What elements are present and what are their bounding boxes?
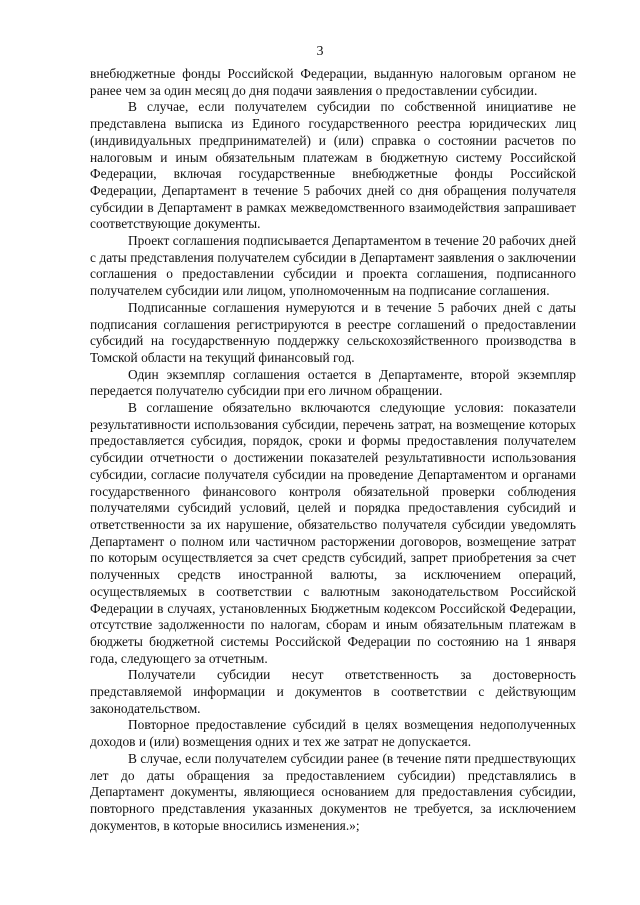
paragraph-2: В случае, если получателем субсидии по собственной инициативе не представлена выписка из Единого государственного реестра юридических лиц (индивидуальных предпринимателей) и (или) справка о состоянии расчетов по налоговым и иным обязательным платежам в бюджетную систему Российской Федерации, включая государственные внебюджетные фонды Российской Федерации, Департамент в течение 5 рабочих дней со дня обращения получателя субсидии в Департамент в рамках межведомственного взаимодействия запрашивает соответствующие документы. [90, 99, 576, 232]
paragraph-3: Проект соглашения подписывается Департаментом в течение 20 рабочих дней с даты представления получателем субсидии в Департамент заявления о заключении соглашения о предоставлении субсидии и проекта соглашения, подписанного получателем субсидии или лицом, уполномоченным на подписание соглашения. [90, 233, 576, 299]
paragraph-8: Повторное предоставление субсидий в целях возмещения недополученных доходов и (или) возмещения одних и тех же затрат не допускается. [90, 717, 576, 750]
paragraph-7: Получатели субсидии несут ответственность за достоверность представляемой информации и документов в соответствии с действующим законодательством. [90, 667, 576, 716]
paragraph-9: В случае, если получателем субсидии ранее (в течение пяти предшествующих лет до даты обращения за предоставлением субсидии) представлялись в Департамент документы, являющиеся основанием для предоставления субсидии, повторного представления указанных документов не требуется, за исключением документов, в которые вносились изменения.»; [90, 750, 576, 833]
page-number: 3 [316, 44, 324, 59]
paragraph-5: Один экземпляр соглашения остается в Департаменте, второй экземпляр передается получателю субсидии при его личном обращении. [90, 366, 576, 399]
paragraph-6: В соглашение обязательно включаются следующие условия: показатели результативности использования субсидии, перечень затрат, на возмещение которых предоставляется субсидия, порядок, сроки и формы предоставления получателем субсидии отчетности о достижении показателей результативности использования субсидии, согласие получателя субсидии на проведение Департаментом и органами государственного финансового контроля обязательной проверки соблюдения получателями субсидий условий, целей и порядка предоставления субсидий и ответственности за их нарушение, обязательство получателя субсидии уведомлять Департамент о полном или частичном расторжении договоров, возмещение затрат по которым осуществляется за счет средств субсидий, запрет приобретения за счет полученных средств иностранной валюты, за исключением операций, осуществляемых в соответствии с валютным законодательством Российской Федерации в случаях, установленных Бюджетным кодексом Российской Федерации, отсутствие задолженности по налогам, сборам и иным обязательным платежам в бюджеты бюджетной системы Российской Федерации по состоянию на 1 января года, следующего за отчетным. [90, 400, 576, 666]
paragraph-4: Подписанные соглашения нумеруются и в течение 5 рабочих дней с даты подписания соглашения регистрируются в реестре соглашений о предоставлении субсидий на государственную поддержку сельскохозяйственного производства в Томской области на текущий финансовый год. [90, 299, 576, 365]
paragraph-1: внебюджетные фонды Российской Федерации, выданную налоговым органом не ранее чем за один месяц до дня подачи заявления о предоставлении субсидии. [90, 66, 576, 98]
document-body [90, 66, 576, 834]
